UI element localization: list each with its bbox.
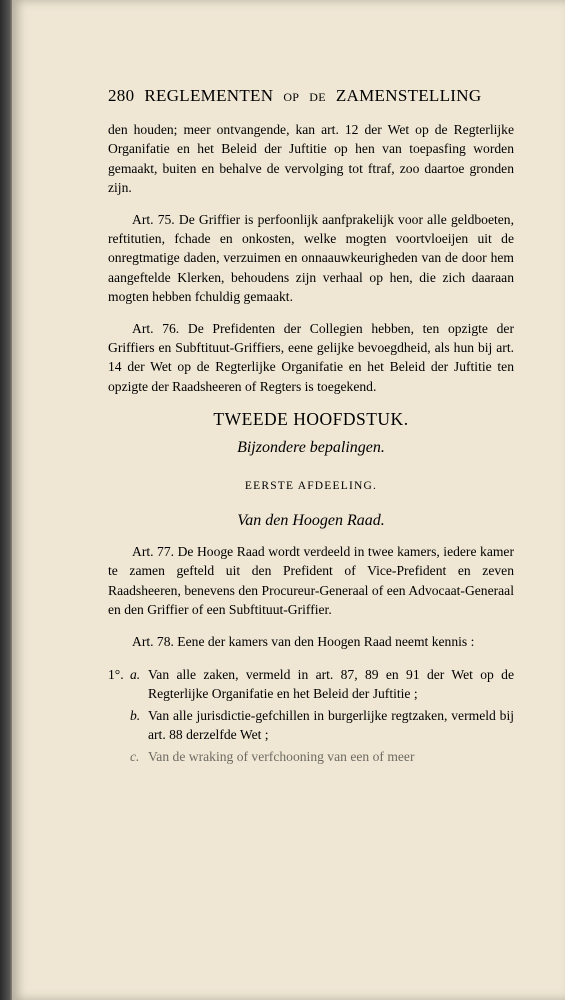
clause-number: 1°.	[108, 666, 124, 682]
running-head-title-1: REGLEMENTEN	[144, 86, 274, 105]
page-body	[108, 120, 514, 766]
clause-letter: a.	[130, 666, 141, 682]
page-number: 280	[108, 86, 135, 105]
clause-letter: c.	[130, 748, 140, 764]
paragraph-art-76: Art. 76. De Prefidenten der Collegien hebben, ten opzigte der Griffiers en Subftituut-Griffiers, eene gelijke bevoegdheid, als hun bij art. 14 der Wet op de Regterlijke Organifatie en het Beleid der Juftitie ten opzigte der Raadsheeren of Regters is toegekend.	[108, 320, 514, 394]
running-head-title-2: ZAMENSTELLING	[335, 86, 482, 105]
binding-edge	[0, 0, 12, 1000]
chapter-heading: TWEEDE HOOFDSTUK.	[213, 409, 409, 430]
clause-text: Van de wraking of verfchooning van een of meer	[148, 748, 415, 764]
clause-number	[108, 747, 130, 766]
paragraph-art-78: Art. 78. Eene der kamers van den Hoogen Raad neemt kennis :	[132, 633, 475, 649]
clause-b	[108, 706, 514, 745]
section-heading: EERSTE AFDEELING.	[244, 480, 378, 493]
clause-text: Van alle zaken, vermeld in art. 87, 89 en 91 der Wet op de Regterlijke Organifatie en het Beleid der Juftitie ;	[148, 666, 514, 702]
clause-c	[108, 747, 514, 766]
paragraph-1: den houden; meer ontvangende, kan art. 12 der Wet op de Regterlijke Organifatie en het Beleid der Juftitie op hen van toepasfing worden gemaakt, buiten en behalve de vervolging tot ftraf, zoo daartoe gronden zijn.	[108, 122, 514, 196]
chapter-subheading: Bijzondere bepalingen.	[237, 438, 385, 456]
paragraph-art-77: Art. 77. De Hooge Raad wordt verdeeld in twee kamers, iedere kamer te zamen gefteld uit den Prefident of Vice-Prefident en zeven Raadsheeren, benevens den Procureur-Generaal of een Advocaat-Generaal en den Griffier of een Subftituut-Griffier.	[108, 543, 514, 618]
running-head-small-2: DE	[309, 90, 326, 104]
clause-number	[108, 706, 130, 745]
section-subheading: Van den Hoogen Raad.	[237, 511, 385, 529]
paragraph-art-75: Art. 75. De Griffier is perfoonlijk aanfprakelijk voor alle geldboeten, reftitutien, fchade en onkosten, welke mogten voortvloeijen uit de onregtmatige daden, verzuimen en onnaauwkeurigheden van de door hem aangeftelde Klerken, behoudens zijn verhaal op hen, die zich daaraan mogten hebben fchuldig gemaakt.	[108, 211, 514, 305]
running-head-small-1: OP	[283, 90, 300, 104]
running-head	[108, 86, 514, 106]
clause-letter: b.	[130, 707, 141, 723]
clause-text: Van alle jurisdictie-gefchillen in burgerlijke regtzaken, vermeld bij art. 88 derzelfde Wet ;	[148, 707, 514, 743]
clause-a	[108, 665, 514, 704]
